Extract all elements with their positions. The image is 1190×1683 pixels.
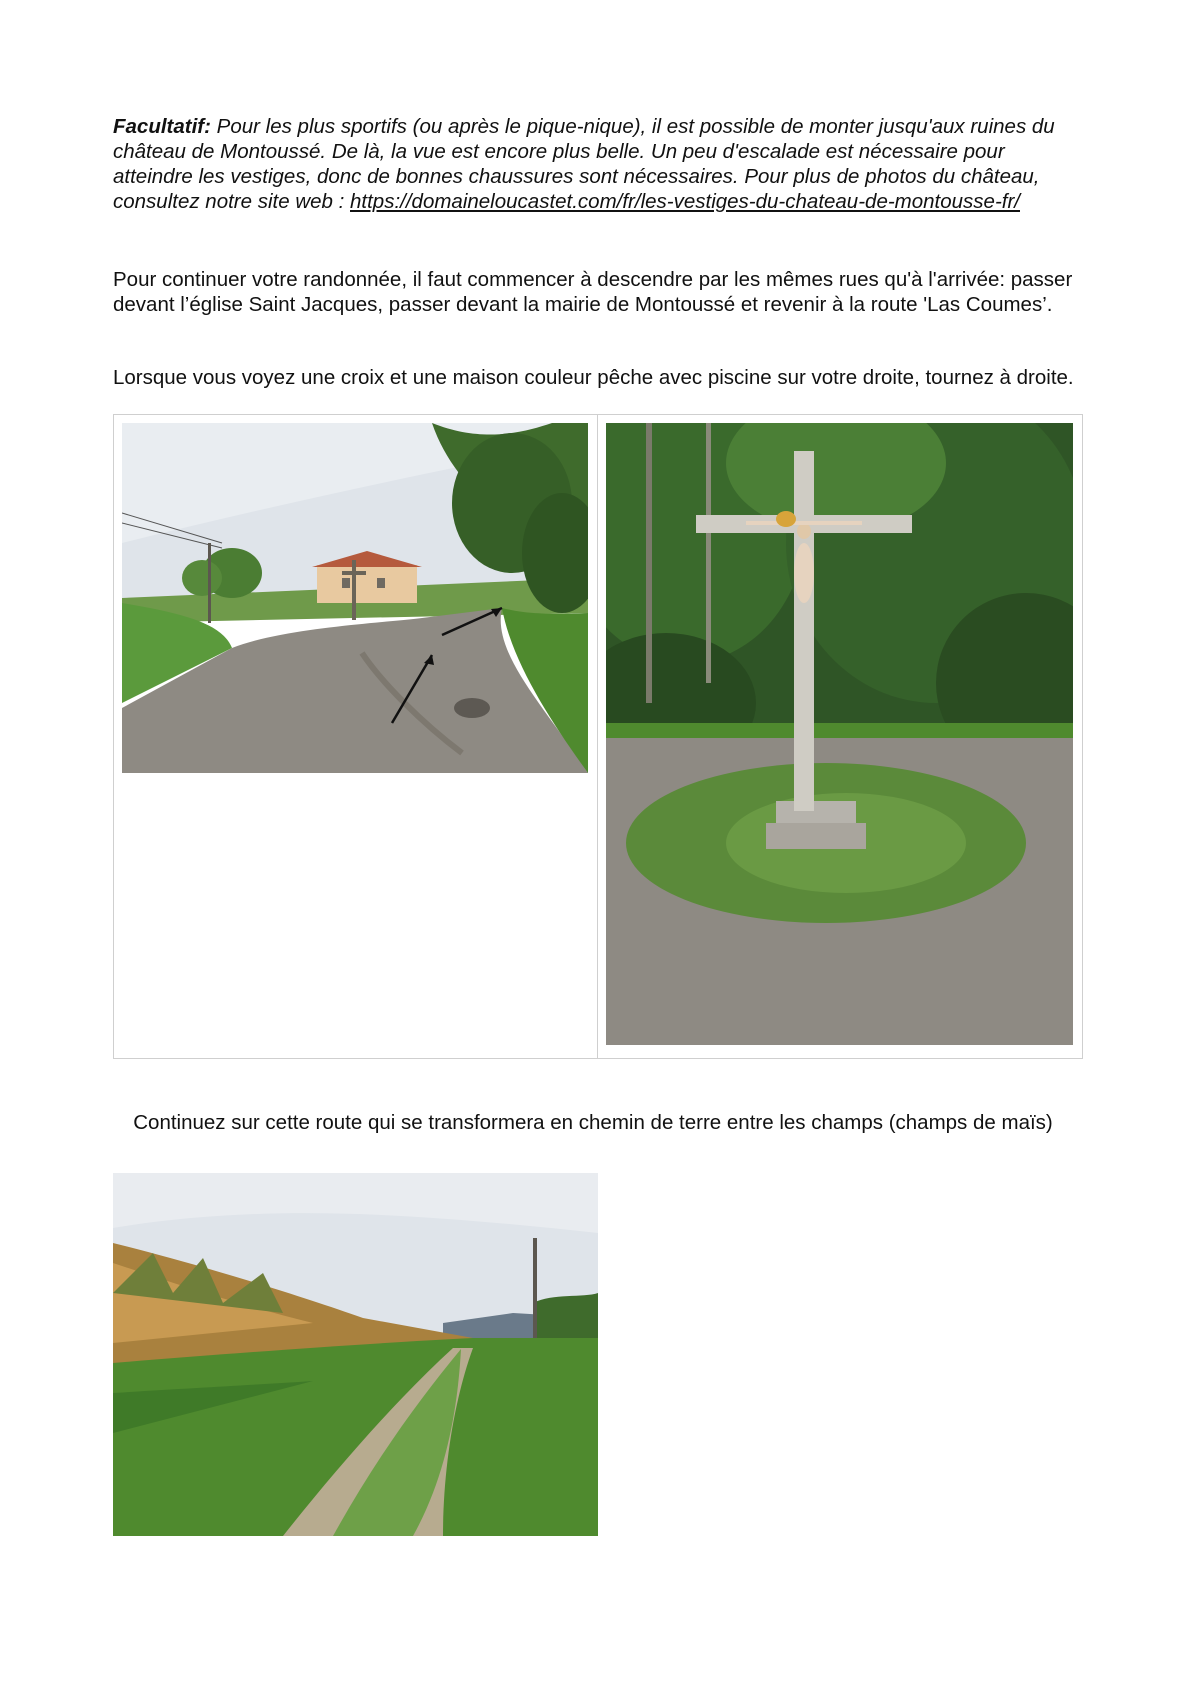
castle-ruins-link[interactable]: https://domaineloucastet.com/fr/les-vestiges-du-chateau-de-montousse-fr/ xyxy=(350,190,1020,213)
paragraph-cross: Lorsque vous voyez une croix et une maison couleur pêche avec piscine sur votre droite, tournez à droite. xyxy=(113,366,1074,389)
photo-cell-cross xyxy=(598,415,1082,1058)
paragraph-optional xyxy=(113,114,1083,214)
paragraph-fields: Continuez sur cette route qui se transformera en chemin de terre entre les champs (champs de maïs) xyxy=(133,1111,1053,1134)
cross-photo xyxy=(606,423,1073,1045)
photo-table xyxy=(113,414,1083,1059)
cornfield-path-photo xyxy=(113,1173,598,1536)
optional-label: Facultatif: xyxy=(113,115,211,138)
photo-cell-crossroad xyxy=(114,415,598,1058)
crossroad-photo xyxy=(122,423,588,773)
optional-text: Pour les plus sportifs (ou après le pique-nique), il est possible de monter jusqu'aux ruines du château de Montoussé. De là, la vue est encore plus belle. Un peu d'escalade est nécessaire pour atteindre les vestiges, donc de bonnes chaussures sont nécessaires. Pour plus de photos du château, consultez notre site web : xyxy=(113,115,1055,213)
paragraph-continue: Pour continuer votre randonnée, il faut commencer à descendre par les mêmes rues qu'à l'arrivée: passer devant l’église Saint Jacques, passer devant la mairie de Montoussé et revenir à la route 'Las Coumes’. xyxy=(113,268,1073,316)
